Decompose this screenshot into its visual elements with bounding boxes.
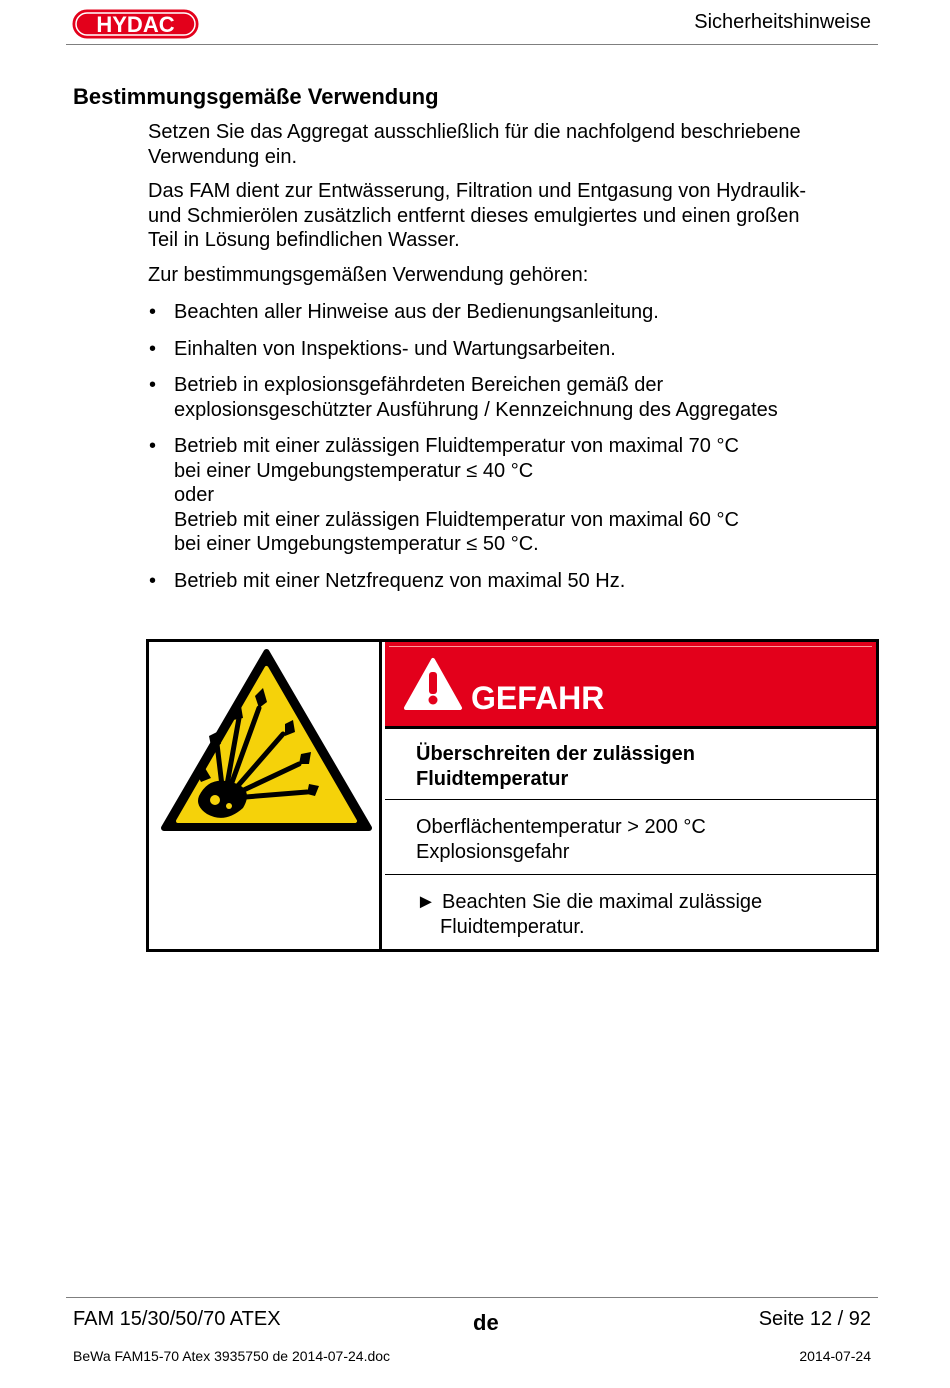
section-content xyxy=(148,120,878,605)
footer-language: de xyxy=(473,1310,499,1335)
paragraph: Setzen Sie das Aggregat ausschließlich für die nachfolgend beschriebene Verwendung ein. xyxy=(148,121,801,168)
list-item: • Einhalten von Inspektions- und Wartungsarbeiten. xyxy=(149,337,616,360)
logo-text: HYDAC xyxy=(96,12,175,37)
list-item: • Betrieb in explosionsgefährdeten Bereichen gemäß der explosionsgeschützter Ausführung / Kennzeichnung des Aggregates xyxy=(149,374,778,421)
bullet-icon: • xyxy=(149,374,157,396)
warning-text-cell xyxy=(385,642,876,949)
signal-word: GEFAHR xyxy=(471,680,605,716)
warning-pictogram-cell xyxy=(149,642,382,949)
footer-divider xyxy=(66,1297,878,1298)
explosive-atmosphere-warning-icon xyxy=(159,646,374,834)
header-title: Sicherheitshinweise xyxy=(694,11,871,33)
hazard-action: ► Beachten Sie die maximal zulässige Fluidtemperatur. xyxy=(416,891,763,938)
bullet-icon: • xyxy=(149,337,157,360)
hydac-logo xyxy=(72,9,199,39)
footer-date: 2014-07-24 xyxy=(799,1348,871,1364)
bullet-icon: • xyxy=(149,569,157,592)
footer-document-name: BeWa FAM15-70 Atex 3935750 de 2014-07-24.doc xyxy=(73,1348,391,1364)
signal-word-panel xyxy=(385,642,876,729)
paragraph: Zur bestimmungsgemäßen Verwendung gehören: xyxy=(148,263,589,286)
danger-warning-box xyxy=(146,639,879,952)
row-divider xyxy=(385,799,876,800)
hazard-consequence: Oberflächentemperatur > 200 °C Explosionsgefahr xyxy=(416,816,706,863)
footer-product: FAM 15/30/50/70 ATEX xyxy=(73,1308,281,1330)
list-item: • Beachten aller Hinweise aus der Bedienungsanleitung. xyxy=(149,301,659,323)
exclamation-triangle-icon xyxy=(403,657,463,711)
bullet-list xyxy=(148,300,878,593)
list-item: • Betrieb mit einer Netzfrequenz von maximal 50 Hz. xyxy=(149,569,626,592)
list-item: • Betrieb mit einer zulässigen Fluidtemperatur von maximal 70 °C bei einer Umgebungstemperatur ≤ 40 °C oder Betrieb mit einer zulässigen Fluidtemperatur von maximal 60 °C bei einer Umgebungstemperatur ≤ 50 °C. xyxy=(149,435,739,555)
header-divider xyxy=(66,44,878,45)
paragraph: Das FAM dient zur Entwässerung, Filtration und Entgasung von Hydraulik- und Schmierölen zusätzlich entfernt dieses emulgiertes und einen großen Teil in Lösung befindlichen Wasser. xyxy=(148,180,807,251)
arrow-right-icon: ► xyxy=(416,891,436,913)
section-title: Bestimmungsgemäße Verwendung xyxy=(73,84,439,109)
hazard-heading: Überschreiten der zulässigen Fluidtemperatur xyxy=(416,743,695,790)
bullet-icon: • xyxy=(149,435,157,457)
bullet-icon: • xyxy=(149,301,157,323)
footer-page-number: Seite 12 / 92 xyxy=(758,1308,871,1330)
row-divider xyxy=(385,874,876,875)
